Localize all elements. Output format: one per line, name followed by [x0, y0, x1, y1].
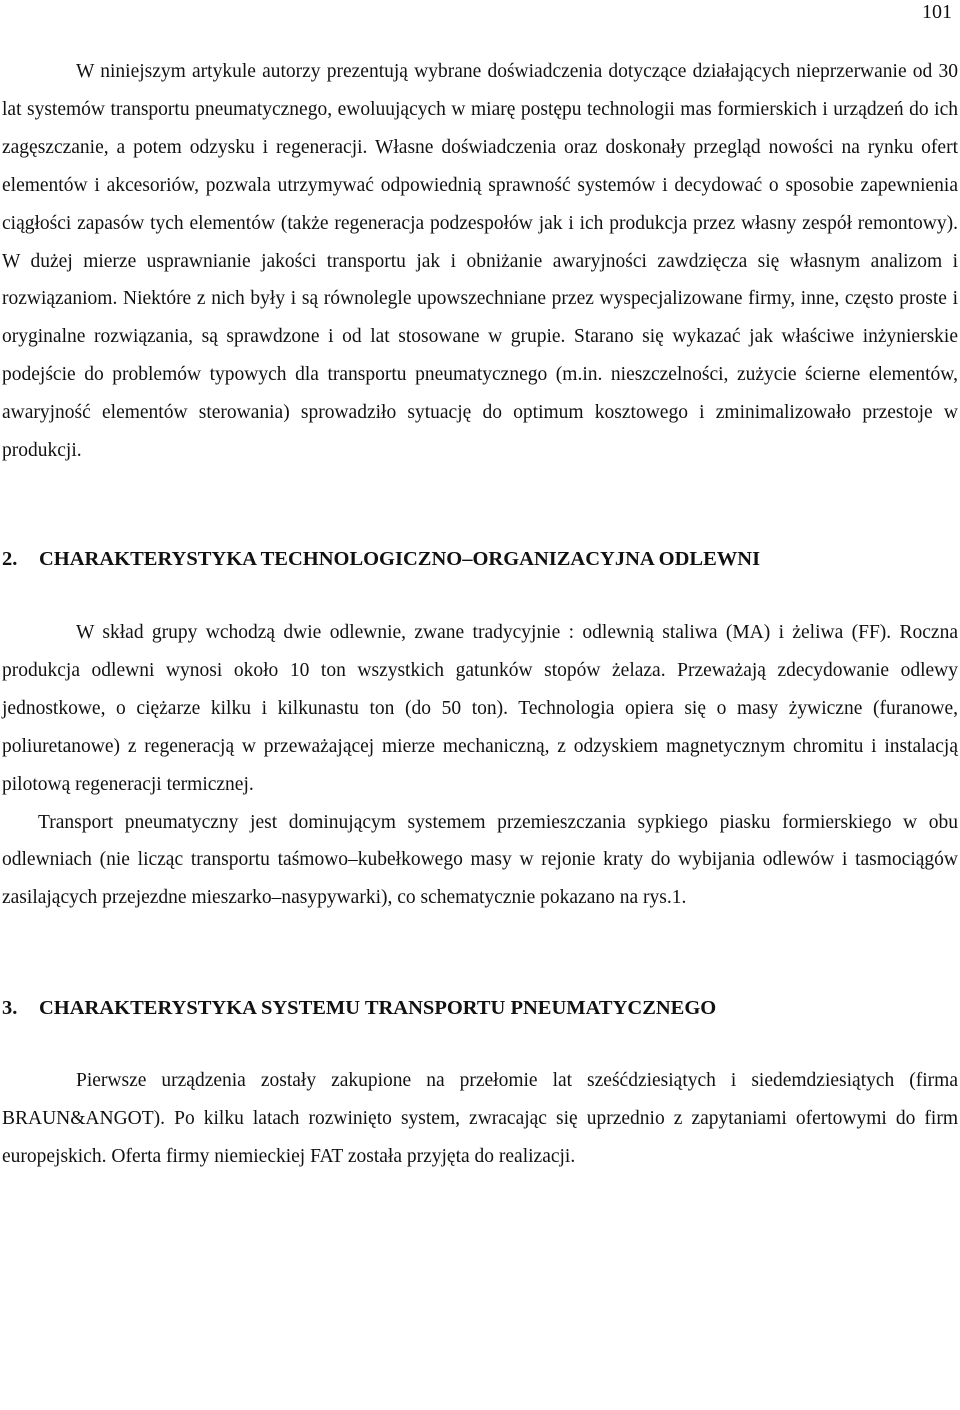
section-2-heading	[2, 544, 958, 574]
section-2-number: 2.	[2, 547, 18, 570]
document-body	[2, 53, 958, 1176]
section-3-paragraph-1: Pierwsze urządzenia zostały zakupione na przełomie lat sześćdziesiątych i siedemdziesiątych (firma BRAUN&ANGOT). Po kilku latach rozwinięto system, zwracając się uprzednio z zapytaniami ofertowymi do firm europejskich. Oferta firmy niemieckiej FAT została przyjęta do realizacji.	[2, 1070, 958, 1168]
section-3-heading	[2, 993, 958, 1023]
section-3-number: 3.	[2, 997, 18, 1020]
page-number: 101	[922, 1, 952, 23]
section-2-title: CHARAKTERYSTYKA TECHNOLOGICZNO–ORGANIZACYJNA ODLEWNI	[39, 547, 761, 570]
intro-paragraph: W niniejszym artykule autorzy prezentują wybrane doświadczenia dotyczące działających nieprzerwanie od 30 lat systemów transportu pneumatycznego, ewoluujących w miarę postępu technologii mas formierskich i urządzeń do ich zagęszczanie, a potem odzysku i regeneracji. Własne doświadczenia oraz doskonały przegląd nowości na rynku ofert elementów i akcesoriów, pozwala utrzymywać odpowiednią sprawność systemów i decydować o sposobie zapewnienia ciągłości zapasów tych elementów (także regeneracja podzespołów jak i ich produkcja przez własny zespół remontowy). W dużej mierze usprawnianie jakości transportu jak i obniżanie awaryjności zawdzięcza się własnym analizom i rozwiązaniom. Niektóre z nich były i są równolegle upowszechniane przez wyspecjalizowane firmy, inne, często proste i oryginalne rozwiązania, są sprawdzone i od lat stosowane w grupie. Starano się wykazać jak właściwe inżynierskie podejście do problemów typowych dla transportu pneumatycznego (m.in. nieszczelności, zużycie ścierne elementów, awaryjność elementów sterowania) sprowadziło sytuację do optimum kosztowego i zminimalizowało przestoje w produkcji.	[2, 61, 958, 462]
section-2-paragraph-1: W skład grupy wchodzą dwie odlewnie, zwane tradycyjnie : odlewnią staliwa (MA) i żeliwa (FF). Roczna produkcja odlewni wynosi około 10 ton wszystkich gatunków stopów żelaza. Przeważają zdecydowanie odlewy jednostkowe, o ciężarze kilku i kilkunastu ton (do 50 ton). Technologia opiera się o masy żywiczne (furanowe, poliuretanowe) z regeneracją w przeważającej mierze mechaniczną, z odzyskiem magnetycznym chromitu i instalacją pilotową regeneracji termicznej.	[2, 621, 958, 795]
section-3-title: CHARAKTERYSTYKA SYSTEMU TRANSPORTU PNEUMATYCZNEGO	[39, 997, 717, 1020]
section-2-paragraph-2: Transport pneumatyczny jest dominującym systemem przemieszczania sypkiego piasku formierskiego w obu odlewniach (nie licząc transportu taśmowo–kubełkowego masy w rejonie kraty do wybijania odlewów i tasmociągów zasilających przejezdne mieszarko–nasypywarki), co schematycznie pokazano na rys.1.	[2, 811, 958, 909]
